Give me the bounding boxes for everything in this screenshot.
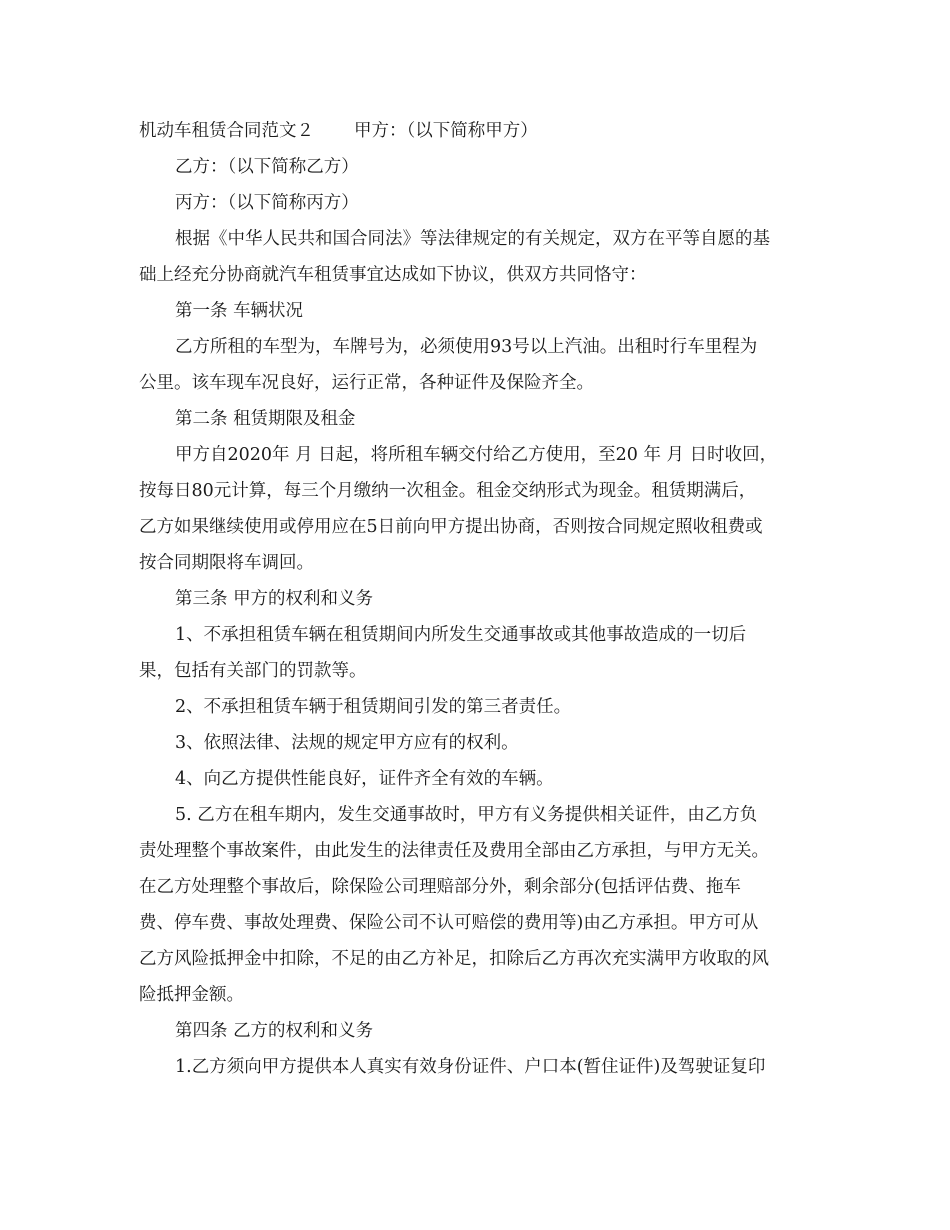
text-line: 乙方：（以下简称乙方）	[175, 157, 359, 177]
document-body	[139, 113, 811, 1085]
document-title: 机动车租赁合同范文２	[139, 121, 314, 141]
text-line: 2、不承担租赁车辆于租赁期间引发的第三者责任。	[175, 697, 572, 717]
text-line: 3、依照法律、法规的规定甲方应有的权利。	[175, 733, 519, 753]
text-line: 1.乙方须向甲方提供本人真实有效身份证件、户口本(暂住证件)及驾驶证复印	[175, 1057, 766, 1077]
text-line: 丙方：（以下简称丙方）	[175, 193, 359, 213]
title-line	[139, 113, 811, 149]
text-line: 础上经充分协商就汽车租赁事宜达成如下协议，供双方共同恪守：	[139, 265, 647, 285]
text-line: 乙方所租的车型为，车牌号为，必须使用93号以上汽油。出租时行车里程为	[175, 337, 758, 357]
text-line: 4、向乙方提供性能良好，证件齐全有效的车辆。	[175, 769, 554, 789]
text-line: 第三条 甲方的权利和义务	[175, 589, 374, 609]
text-line: 第一条 车辆状况	[175, 301, 304, 321]
text-line: 按合同期限将车调回。	[139, 553, 314, 573]
text-line: 在乙方处理整个事故后，除保险公司理赔部分外，剩余部分(包括评估费、拖车	[139, 877, 741, 897]
party-a-line: 甲方：（以下简称甲方）	[354, 121, 538, 141]
text-line: 按每日80元计算，每三个月缴纳一次租金。租金交纳形式为现金。租赁期满后，	[139, 481, 757, 501]
text-line: 公里。该车现车况良好，运行正常，各种证件及保险齐全。	[139, 373, 594, 393]
text-line: 第四条 乙方的权利和义务	[175, 1021, 374, 1041]
text-line: 5. 乙方在租车期内，发生交通事故时，甲方有义务提供相关证件，由乙方负	[175, 805, 758, 825]
text-line: 乙方风险抵押金中扣除，不足的由乙方补足，扣除后乙方再次充实满甲方收取的风	[139, 949, 769, 969]
text-line: 险抵押金额。	[139, 985, 244, 1005]
text-line: 根据《中华人民共和国合同法》等法律规定的有关规定，双方在平等自愿的基	[175, 229, 770, 249]
text-line: 乙方如果继续使用或停用应在5日前向甲方提出协商，否则按合同规定照收租费或	[139, 517, 763, 537]
text-line: 甲方自2020年 月 日起，将所租车辆交付给乙方使用，至20 年 月 日时收回，	[175, 445, 778, 465]
text-line: 第二条 租赁期限及租金	[175, 409, 356, 429]
text-line: 费、停车费、事故处理费、保险公司不认可赔偿的费用等)由乙方承担。甲方可从	[139, 913, 759, 933]
paragraph-lines	[139, 149, 811, 1085]
text-line: 果，包括有关部门的罚款等。	[139, 661, 367, 681]
text-line: 责处理整个事故案件，由此发生的法律责任及费用全部由乙方承担，与甲方无关。	[139, 841, 769, 861]
text-line: 1、不承担租赁车辆在租赁期间内所发生交通事故或其他事故造成的一切后	[175, 625, 747, 645]
